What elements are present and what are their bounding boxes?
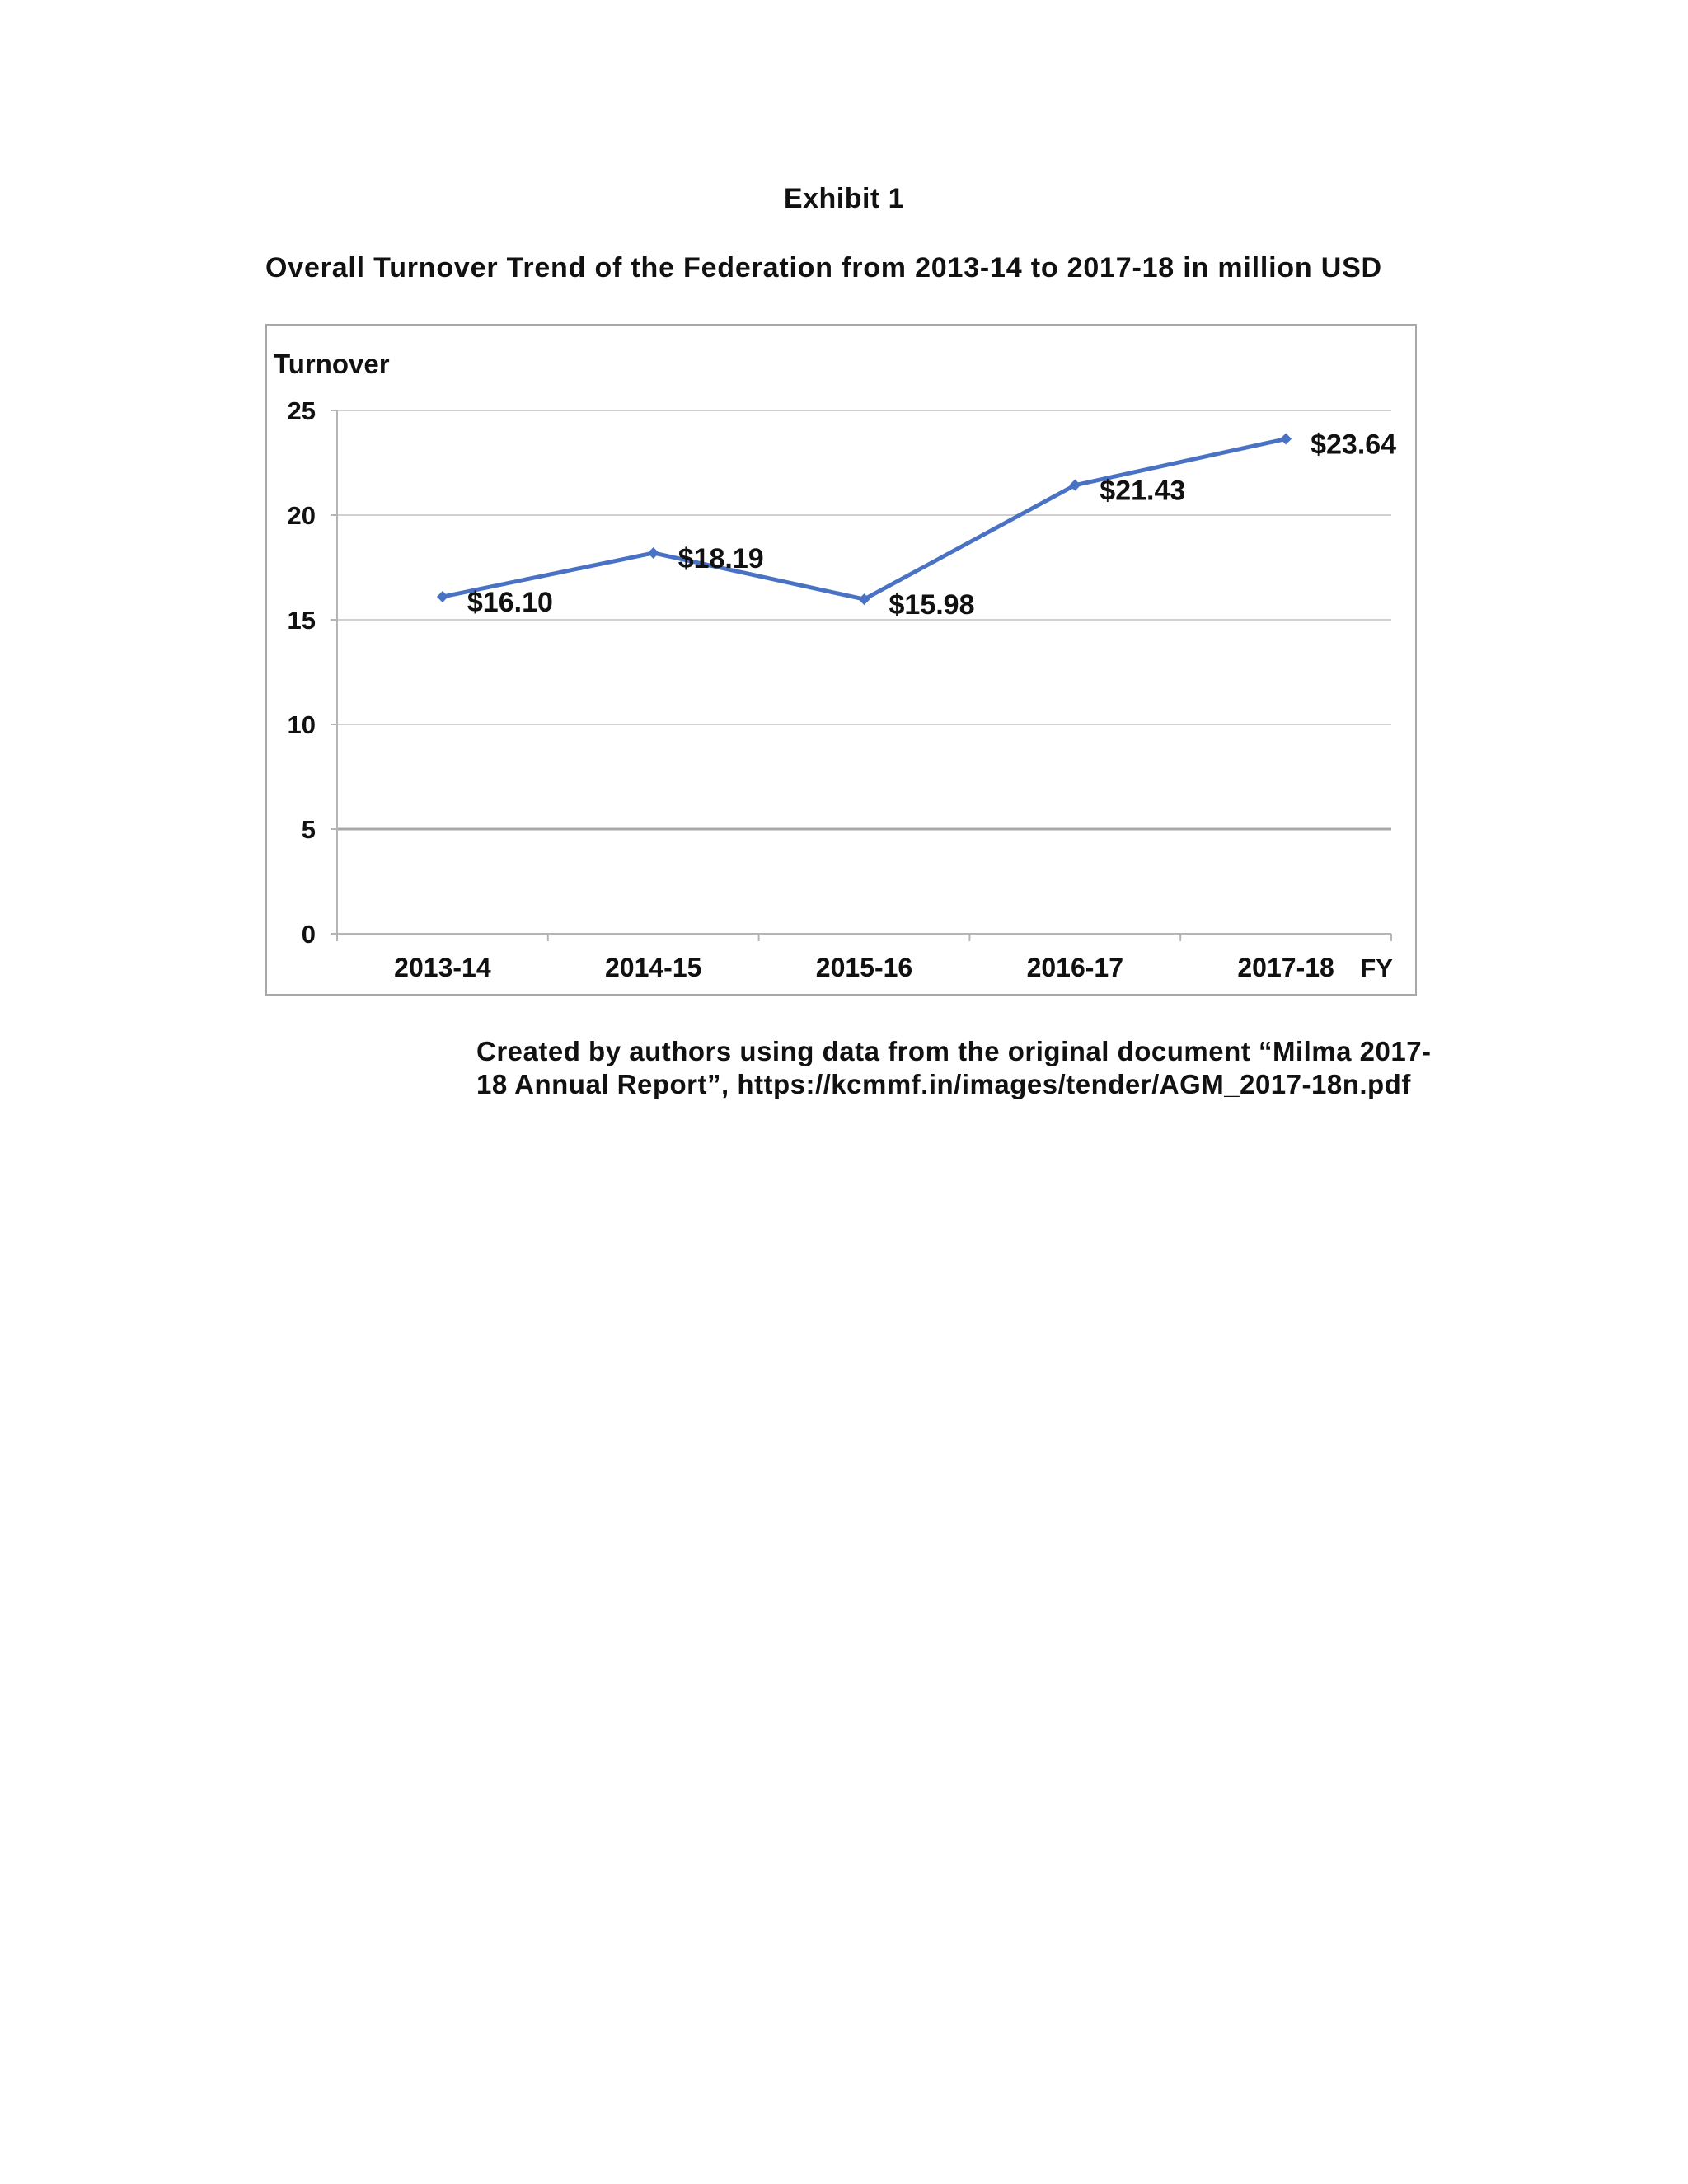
x-tick-label: 2016-17 (1026, 953, 1124, 982)
axes (288, 396, 1391, 982)
x-tick-label: 2017-18 (1237, 953, 1334, 982)
x-axis-title: FY (1360, 954, 1393, 982)
data-label: $18.19 (678, 542, 764, 574)
series-line (443, 439, 1286, 600)
series-turnover (437, 434, 1292, 606)
y-axis-title: Turnover (274, 349, 390, 379)
y-tick-label: 15 (287, 606, 316, 635)
y-tick-label: 0 (301, 920, 316, 949)
source-note: Created by authors using data from the original document “Milma 2017- 18 Annual Report”, https://kcmmf.in/images/tender/AGM_2017-18n.pdf (476, 1036, 1432, 1099)
data-label: $16.10 (467, 587, 553, 619)
data-point-marker (1280, 434, 1292, 445)
y-tick-label: 10 (287, 710, 316, 739)
y-tick-label: 20 (287, 501, 316, 530)
data-point-marker (648, 547, 659, 559)
line-chart (267, 326, 1415, 994)
data-point-marker (437, 591, 448, 602)
exhibit-label: Exhibit 1 (783, 183, 905, 214)
x-tick-label: 2013-14 (394, 953, 491, 982)
data-label: $15.98 (889, 589, 975, 621)
data-label: $21.43 (1100, 475, 1186, 507)
gridlines (337, 410, 1391, 829)
chart-title: Overall Turnover Trend of the Federation from 2013-14 to 2017-18 in million USD (265, 252, 1382, 284)
x-tick-label: 2015-16 (815, 953, 913, 982)
chart-frame (265, 324, 1417, 996)
y-tick-label: 5 (301, 815, 316, 844)
data-labels (467, 429, 1396, 621)
data-label: $23.64 (1311, 429, 1397, 461)
x-tick-label: 2014-15 (604, 953, 702, 982)
y-tick-label: 25 (287, 396, 316, 425)
